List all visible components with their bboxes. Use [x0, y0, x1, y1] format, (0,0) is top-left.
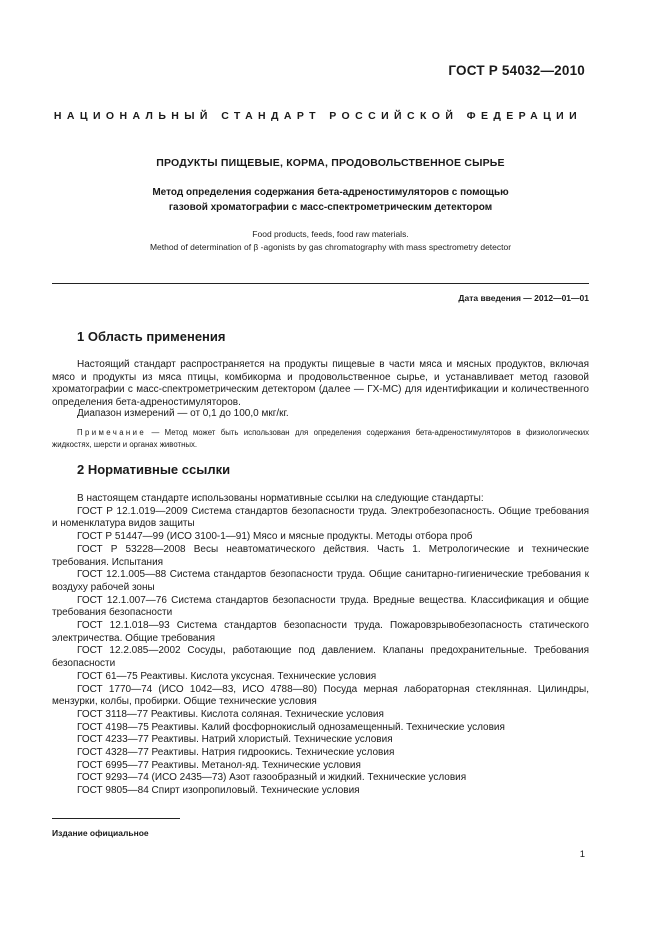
- english-title-line-2: Method of determination of β -agonists by gas chromatography with mass spectrometry detector: [149, 242, 512, 252]
- reference-item: ГОСТ 12.1.005—88 Система стандартов безопасности труда. Общие санитарно-гигиенические требования к воздуху рабочей зоны: [52, 569, 589, 593]
- reference-item: ГОСТ 12.2.085—2002 Сосуды, работающие под давлением. Клапаны предохранительные. Требования безопасности: [52, 645, 589, 670]
- scope-paragraph: Настоящий стандарт распространяется на продукты пищевые в части мяса и мясных продуктов, включая мясо и продукты из мяса птицы, комбикорма и продовольственное сырье, и устанавливает метод газовой хроматографии с масс-спектрометрическим детектором (далее — ГХ-МС) для идентификации и количественного определения бета-адреностимуляторов.: [52, 359, 589, 409]
- reference-item: ГОСТ Р 12.1.019—2009 Система стандартов безопасности труда. Электробезопасность. Общие требования и номенклатура видов защиты: [52, 505, 589, 530]
- official-edition-label: Издание официальное: [52, 828, 149, 838]
- reference-item: ГОСТ 9293—74 (ИСО 2435—73) Азот газообразный и жидкий. Технические условия: [77, 772, 467, 784]
- gost-number: ГОСТ Р 54032—2010: [448, 63, 585, 78]
- reference-item: ГОСТ 61—75 Реактивы. Кислота уксусная. Технические условия: [77, 670, 377, 682]
- reference-item: ГОСТ Р 53228—2008 Весы неавтоматического действия. Часть 1. Метрологические и технические требования. Испытания: [52, 543, 589, 568]
- section-2-heading: 2 Нормативные ссылки: [77, 462, 231, 477]
- section-1-heading: 1 Область применения: [77, 329, 226, 344]
- reference-item: ГОСТ 3118—77 Реактивы. Кислота соляная. Технические условия: [77, 708, 384, 720]
- subtitle-line-2: газовой хроматографии с масс-спектрометрическим детектором: [168, 202, 493, 213]
- document-subtitle: [52, 185, 609, 215]
- reference-item: ГОСТ Р 51447—99 (ИСО 3100-1—91) Мясо и мясные продукты. Методы отбора проб: [77, 531, 473, 543]
- subtitle-line-1: Метод определения содержания бета-адреностимуляторов с помощью: [152, 187, 509, 198]
- note-label: Примечание: [77, 428, 147, 437]
- reference-item: ГОСТ 12.1.018—93 Система стандартов безопасности труда. Пожаровзрывобезопасность статического электричества. Общие требования: [52, 620, 589, 644]
- scope-note: [52, 427, 589, 451]
- reference-item: ГОСТ 4328—77 Реактивы. Натрия гидроокись. Технические условия: [77, 747, 395, 759]
- reference-item: ГОСТ 4233—77 Реактивы. Натрий хлористый. Технические условия: [77, 734, 393, 746]
- page-number: 1: [579, 849, 585, 860]
- references-intro: В настоящем стандарте использованы нормативные ссылки на следующие стандарты:: [77, 493, 484, 504]
- note-text: — Метод может быть использован для определения содержания бета-адреностимуляторов в физиологических жидкостях, шерсти и органах животных.: [52, 428, 589, 449]
- reference-item: ГОСТ 12.1.007—76 Система стандартов безопасности труда. Вредные вещества. Классификация и общие требования безопасности: [52, 594, 589, 619]
- introduction-date: Дата введения — 2012—01—01: [458, 293, 589, 303]
- footer-divider: [52, 818, 180, 819]
- measurement-range: Диапазон измерений — от 0,1 до 100,0 мкг/кг.: [77, 408, 289, 419]
- reference-item: ГОСТ 1770—74 (ИСО 1042—83, ИСО 4788—80) Посуда мерная лабораторная стеклянная. Цилиндры, мензурки, колбы, пробирки. Общие технические условия: [52, 683, 589, 708]
- reference-item: ГОСТ 4198—75 Реактивы. Калий фосфорнокислый однозамещенный. Технические условия: [77, 721, 505, 733]
- references-list: [52, 493, 589, 798]
- national-standard-heading: НАЦИОНАЛЬНЫЙ СТАНДАРТ РОССИЙСКОЙ ФЕДЕРАЦИИ: [53, 110, 583, 122]
- reference-item: ГОСТ 6995—77 Реактивы. Метанол-яд. Технические условия: [77, 759, 361, 771]
- english-title-line-1: Food products, feeds, food raw materials.: [252, 229, 409, 239]
- reference-item: ГОСТ 9805—84 Спирт изопропиловый. Технические условия: [77, 785, 360, 797]
- document-title: ПРОДУКТЫ ПИЩЕВЫЕ, КОРМА, ПРОДОВОЛЬСТВЕННОЕ СЫРЬЕ: [156, 157, 505, 169]
- header-divider: [52, 283, 589, 284]
